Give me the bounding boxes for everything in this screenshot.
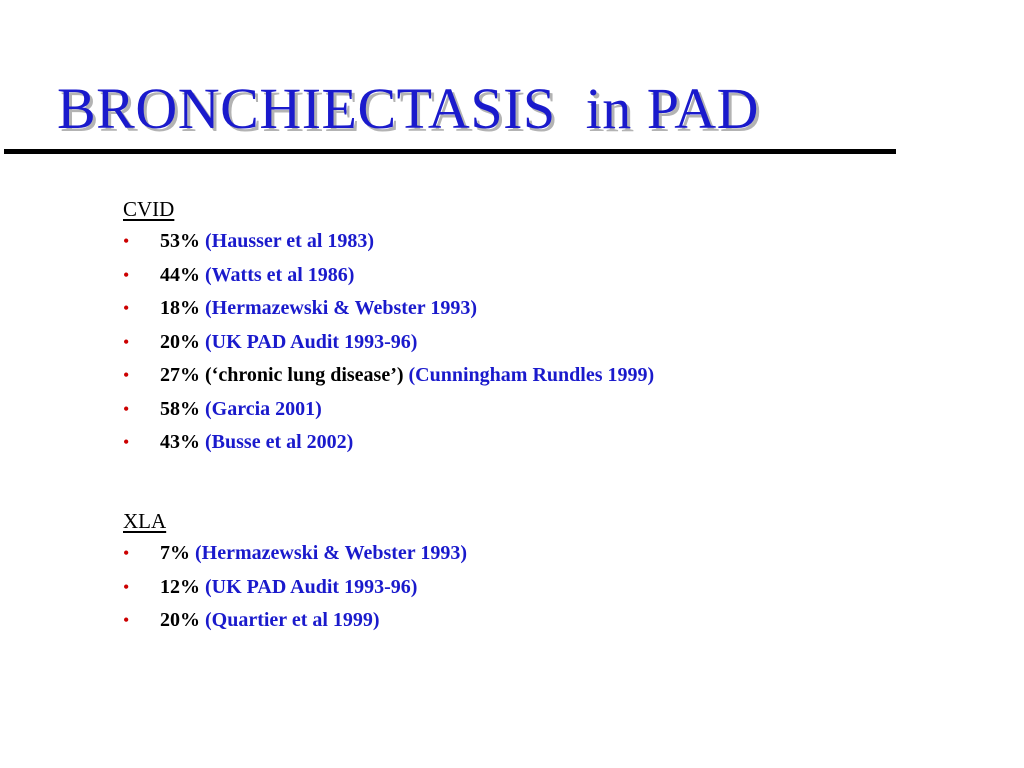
xla-section [123,508,467,641]
percentage: 20% [160,609,200,631]
percentage: 18% [160,297,200,319]
list-item [123,362,654,396]
list-item [123,295,654,329]
reference: (UK PAD Audit 1993-96) [205,575,418,598]
percentage: 44% [160,263,200,286]
list-item [123,540,467,574]
bullet-icon: • [123,432,130,452]
reference: (UK PAD Audit 1993-96) [205,330,418,353]
reference: (Hermazewski & Webster 1993) [195,542,467,564]
percentage: 53% [160,230,200,252]
xla-heading: XLA [123,509,167,533]
percentage: 27% [160,364,200,386]
cvid-section [123,196,654,463]
bullet-icon: • [123,298,130,318]
bullet-icon: • [123,576,130,597]
bullet-icon: • [123,543,130,563]
list-item [123,607,467,641]
list-item [123,262,654,296]
bullet-icon: • [123,610,130,630]
reference: (Hausser et al 1983) [205,230,375,252]
percentage: 20% [160,330,200,353]
percentage: 58% [160,397,200,420]
list-item [123,429,654,463]
percentage: 7% [160,542,190,564]
percentage: 43% [160,431,200,453]
slide-title: BRONCHIECTASIS in PAD [57,76,759,141]
list-item [123,574,467,608]
list-item [123,329,654,363]
bullet-icon: • [123,264,130,285]
reference: (Hermazewski & Webster 1993) [205,297,477,319]
cvid-heading: CVID [123,197,175,221]
reference: (Watts et al 1986) [205,263,355,286]
bullet-icon: • [123,398,130,419]
bullet-icon: • [123,231,130,251]
reference: (Garcia 2001) [205,397,322,420]
xla-list [123,540,467,641]
cvid-list [123,228,654,463]
list-item [123,228,654,262]
title-underline-rule [4,149,896,154]
reference: (Busse et al 2002) [205,431,354,453]
bullet-icon: • [123,331,130,352]
note: (‘chronic lung disease’) [205,364,404,386]
bullet-icon: • [123,365,130,385]
percentage: 12% [160,575,200,598]
list-item [123,396,654,430]
reference: (Cunningham Rundles 1999) [408,364,655,386]
reference: (Quartier et al 1999) [205,609,380,631]
